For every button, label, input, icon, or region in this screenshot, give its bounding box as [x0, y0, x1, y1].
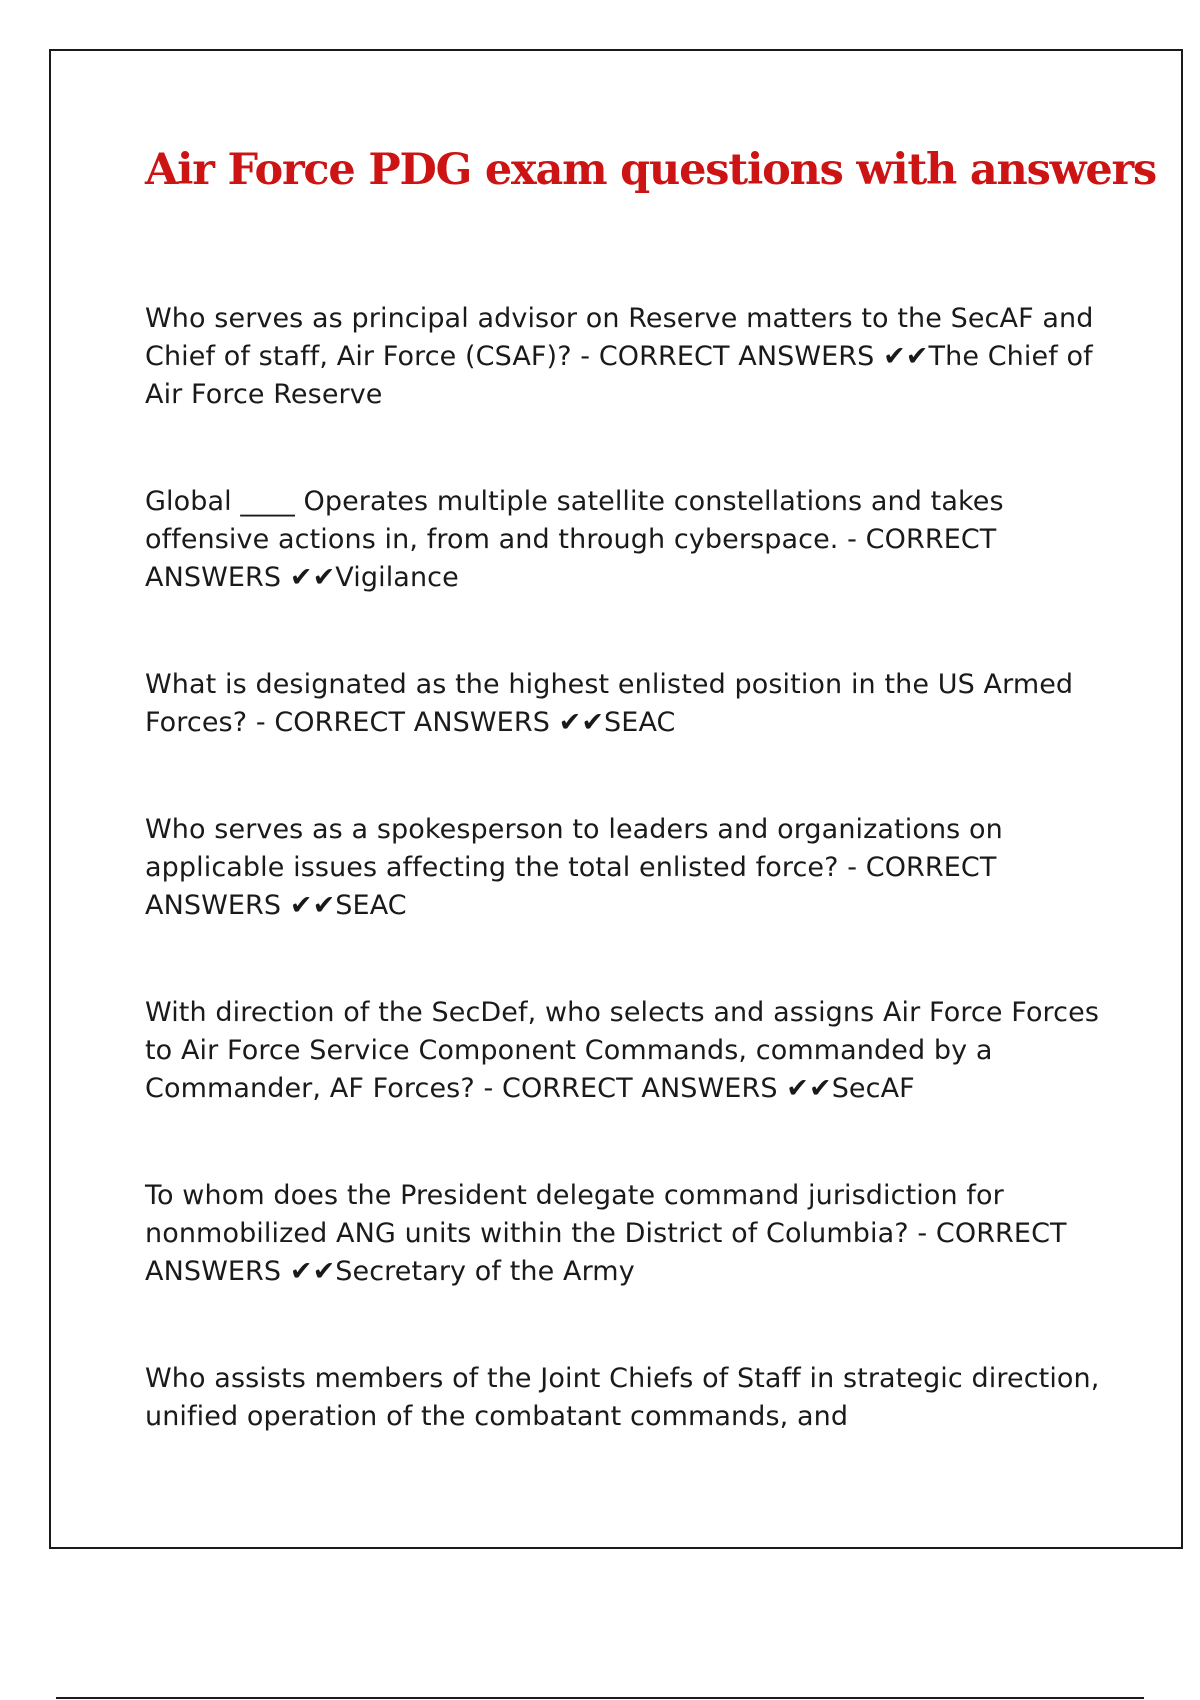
qa-item-4: Who serves as a spokesperson to leaders and organizations on applicable issues affecting the total enlisted force? - CORRECT ANSWERS ✔✔SEAC	[145, 814, 1003, 921]
bottom-rule	[56, 1697, 1144, 1699]
document-title: Air Force PDG exam questions with answers	[145, 145, 1157, 195]
qa-item-5: With direction of the SecDef, who selects and assigns Air Force Forces to Air Force Service Component Commands, commanded by a Commander, AF Forces? - CORRECT ANSWERS ✔✔SecAF	[145, 997, 1099, 1104]
qa-item-6: To whom does the President delegate command jurisdiction for nonmobilized ANG units within the District of Columbia? - CORRECT ANSWERS ✔✔Secretary of the Army	[145, 1180, 1067, 1287]
qa-list	[145, 300, 1105, 1505]
qa-item-1: Who serves as principal advisor on Reserve matters to the SecAF and Chief of staff, Air Force (CSAF)? - CORRECT ANSWERS ✔✔The Chief of Air Force Reserve	[145, 303, 1094, 410]
qa-item-7: Who assists members of the Joint Chiefs of Staff in strategic direction, unified operation of the combatant commands, and	[145, 1363, 1100, 1432]
qa-item-3: What is designated as the highest enlisted position in the US Armed Forces? - CORRECT ANSWERS ✔✔SEAC	[145, 669, 1074, 738]
qa-item-2: Global ____ Operates multiple satellite constellations and takes offensive actions in, from and through cyberspace. - CORRECT ANSWERS ✔✔Vigilance	[145, 486, 1004, 593]
